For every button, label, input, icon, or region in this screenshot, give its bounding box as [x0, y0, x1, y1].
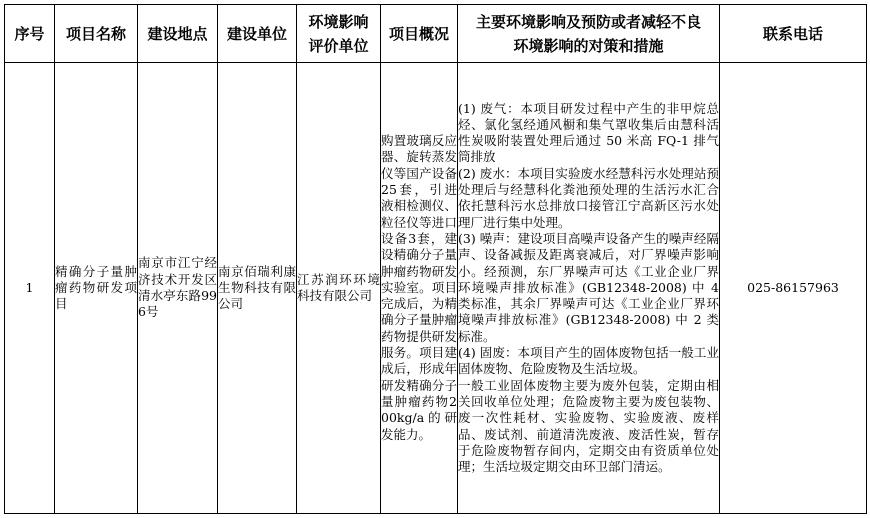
header-builder: 建设单位 [218, 5, 297, 63]
header-phone: 联系电话 [720, 5, 867, 63]
cell-assessor: 江苏润环环境科技有限公司 [297, 63, 381, 514]
table-row [5, 63, 867, 514]
header-assessor: 环境影响评价单位 [297, 5, 381, 63]
header-project-name: 项目名称 [55, 5, 138, 63]
header-row [5, 5, 867, 63]
header-measures: 主要环境影响及预防或者减轻不良环境影响的对策和措施 [458, 5, 720, 63]
project-table [4, 4, 867, 514]
cell-overview: 购置玻璃反应器、旋转蒸发仪等国产设备25套，引进液相检测仪、粒径仪等进口设备3套，建设精确分子量肿瘤药物研发实验室。项目完成后，为精确分子量肿瘤药物提供研发服务。项目建成后，形成年研发精确分子量肿瘤药物200kg/a的研发能力。 [381, 63, 458, 514]
header-location: 建设地点 [138, 5, 218, 63]
cell-measures [458, 63, 720, 514]
header-no: 序号 [5, 5, 55, 63]
measure-gas: (1) 废气：本项目研发过程中产生的非甲烷总烃、氯化氢经通风橱和集气罩收集后由慧科活性炭吸附装置处理后通过 50 米高 FQ-1 排气筒排放 [458, 100, 719, 165]
measure-solid-intro: (4) 固废：本项目产生的固体废物包括一般工业固体废物、危险废物及生活垃圾。 [458, 345, 719, 377]
cell-no: 1 [5, 63, 55, 514]
cell-location: 南京市江宁经济技术开发区清水亭东路996号 [138, 63, 218, 514]
measure-noise: (3) 噪声：建设项目高噪声设备产生的噪声经隔声、设备减振及距离衰减后，对厂界噪声影响小。经预测，东厂界噪声可达《工业企业厂界环境噪声排放标准》(GB12348-2008) 中 4 类标准，其余厂界噪声可达《工业企业厂界环境噪声排放标准》(GB12348-2008) 中 2 类标准。 [458, 230, 719, 344]
measure-solid-detail: 一般工业固体废物主要为废外包装，定期由相关回收单位处理；危险废物主要为废包装物、废一次性耗材、实验废物、实验废液、废样品、废试剂、前道清洗废液、废活性炭，暂存于危险废物暂存间内，定期交由有资质单位处理；生活垃圾定期交由环卫部门清运。 [458, 377, 719, 475]
cell-project-name: 精确分子量肿瘤药物研发项目 [55, 63, 138, 514]
cell-phone: 025-86157963 [720, 63, 867, 514]
measure-water: (2) 废水：本项目实验废水经慧科污水处理站预处理后与经慧科化粪池预处理的生活污水汇合依托慧科污水总排放口接管江宁高新区污水处理厂进行集中处理。 [458, 165, 719, 230]
header-overview: 项目概况 [381, 5, 458, 63]
cell-builder: 南京佰瑞利康生物科技有限公司 [218, 63, 297, 514]
